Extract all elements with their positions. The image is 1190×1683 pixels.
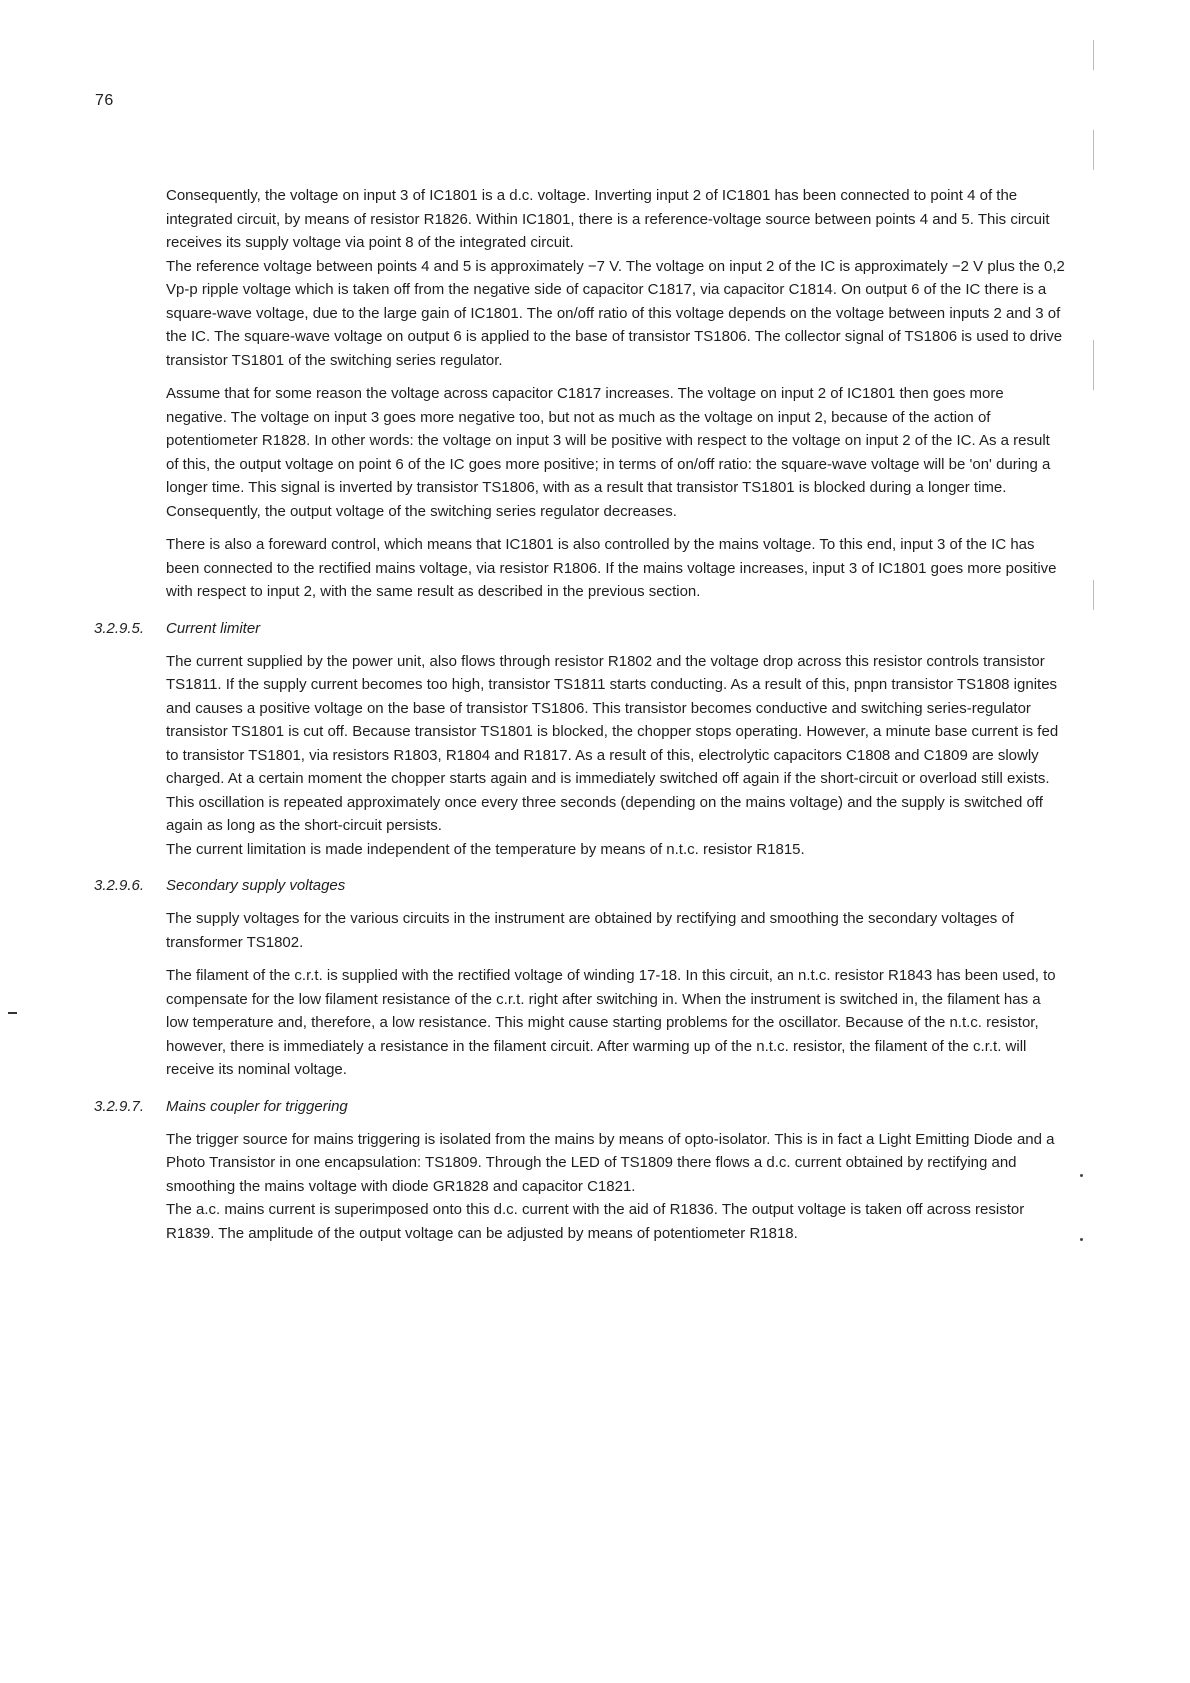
body-paragraph: The current limitation is made independent of the temperature by means of n.t.c. resistor R1815. (166, 840, 805, 858)
body-paragraph: There is also a foreward control, which means that IC1801 is also controlled by the mains voltage. To this end, input 3 of the IC has been connected to the rectified mains voltage, via resistor R1806. If the mains voltage increases, input 3 of IC1801 goes more positive with respect to input 2, with the same result as described in the previous section. (166, 536, 1057, 600)
body-paragraph: Assume that for some reason the voltage across capacitor C1817 increases. The voltage on input 2 of IC1801 then goes more negative. The voltage on input 3 goes more negative too, but not as much as the voltage on input 2, because of the action of potentiometer R1828. In other words: the voltage on input 3 will be positive with respect to the voltage on input 2 of the IC. As a result of this, the output voltage on point 6 of the IC goes more positive; in terms of on/off ratio: the square-wave voltage will be 'on' during a longer time. This signal is inverted by transistor TS1806, with as a result that transistor TS1801 is blocked during a longer time. Consequently, the output voltage of the switching series regulator decreases. (166, 385, 1051, 520)
body-paragraph: The supply voltages for the various circuits in the instrument are obtained by rectifying and smoothing the secondary voltages of transformer TS1802. (166, 910, 1014, 951)
section-heading (94, 618, 1066, 640)
body-paragraph: The reference voltage between points 4 and 5 is approximately −7 V. The voltage on input 2 of the IC is approximately −2 V plus the 0,2 Vp-p ripple voltage which is taken off from the negative side of capacitor C1817, via capacitor C1814. On output 6 of the IC there is a square-wave voltage, due to the large gain of IC1801. The on/off ratio of this voltage depends on the voltage between inputs 2 and 3 of the IC. The square-wave voltage on output 6 is applied to the base of transistor TS1806. The collector signal of TS1806 is used to drive transistor TS1801 of the switching series regulator. (166, 257, 1065, 369)
section-number: 3.2.9.6. (94, 877, 145, 894)
margin-rule (1093, 130, 1094, 170)
section-number: 3.2.9.5. (94, 619, 145, 637)
margin-rule (1093, 580, 1094, 610)
page-number: 76 (95, 92, 114, 109)
body-paragraph: The trigger source for mains triggering is isolated from the mains by means of opto-isolator. This is in fact a Light Emitting Diode and a Photo Transistor in one encapsulation: TS1809. Through the LED of TS1809 there flows a d.c. current obtained by rectifying and smoothing the mains voltage with diode GR1828 and capacitor C1821. (166, 1130, 1055, 1195)
body-paragraph: The current supplied by the power unit, also flows through resistor R1802 and the voltage drop across this resistor controls transistor TS1811. If the supply current becomes too high, transistor TS1811 starts conducting. As a result of this, pnpn transistor TS1808 ignites and causes a positive voltage on the base of transistor TS1806. This transistor becomes conductive and switching series-regulator transistor TS1801 is cut off. Because transistor TS1801 is blocked, the chopper stops operating. However, a minute base current is fed to transistor TS1801, via resistors R1803, R1804 and R1817. As a result of this, electrolytic capacitors C1808 and C1809 are slowly charged. At a certain moment the chopper starts again and is immediately switched off again if the short-circuit or overload still exists. This oscillation is repeated approximately once every three seconds (depending on the mains voltage) and the supply is switched off again as long as the short-circuit persists. (166, 652, 1059, 834)
margin-mark (8, 1012, 17, 1014)
margin-rule (1093, 340, 1094, 390)
section-title: Secondary supply voltages (166, 877, 346, 894)
margin-dot (1080, 1174, 1083, 1177)
document-body (94, 184, 1066, 1255)
section-heading (94, 875, 1066, 897)
margin-dot (1080, 1238, 1083, 1241)
section-title: Mains coupler for triggering (166, 1097, 348, 1115)
body-paragraph: Consequently, the voltage on input 3 of IC1801 is a d.c. voltage. Inverting input 2 of IC1801 has been connected to point 4 of the integrated circuit, by means of resistor R1826. Within IC1801, there is a reference-voltage source between points 4 and 5. This circuit receives its supply voltage via point 8 of the integrated circuit. (166, 187, 1050, 251)
body-paragraph: The filament of the c.r.t. is supplied with the rectified voltage of winding 17-18. In this circuit, an n.t.c. resistor R1843 has been used, to compensate for the low filament resistance of the c.r.t. right after switching in. When the instrument is switched in, the filament has a low temperature and, therefore, a low resistance. This might cause starting problems for the oscillator. Because of the n.t.c. resistor, however, there is immediately a resistance in the filament circuit. After warming up of the n.t.c. resistor, the filament of the c.r.t. will receive its nominal voltage. (166, 967, 1056, 1078)
section-heading (94, 1096, 1066, 1118)
body-paragraph: The a.c. mains current is superimposed onto this d.c. current with the aid of R1836. The output voltage is taken off across resistor R1839. The amplitude of the output voltage can be adjusted by means of potentiometer R1818. (166, 1201, 1025, 1242)
section-number: 3.2.9.7. (94, 1097, 145, 1115)
section-title: Current limiter (166, 619, 261, 637)
margin-rule (1093, 40, 1094, 70)
